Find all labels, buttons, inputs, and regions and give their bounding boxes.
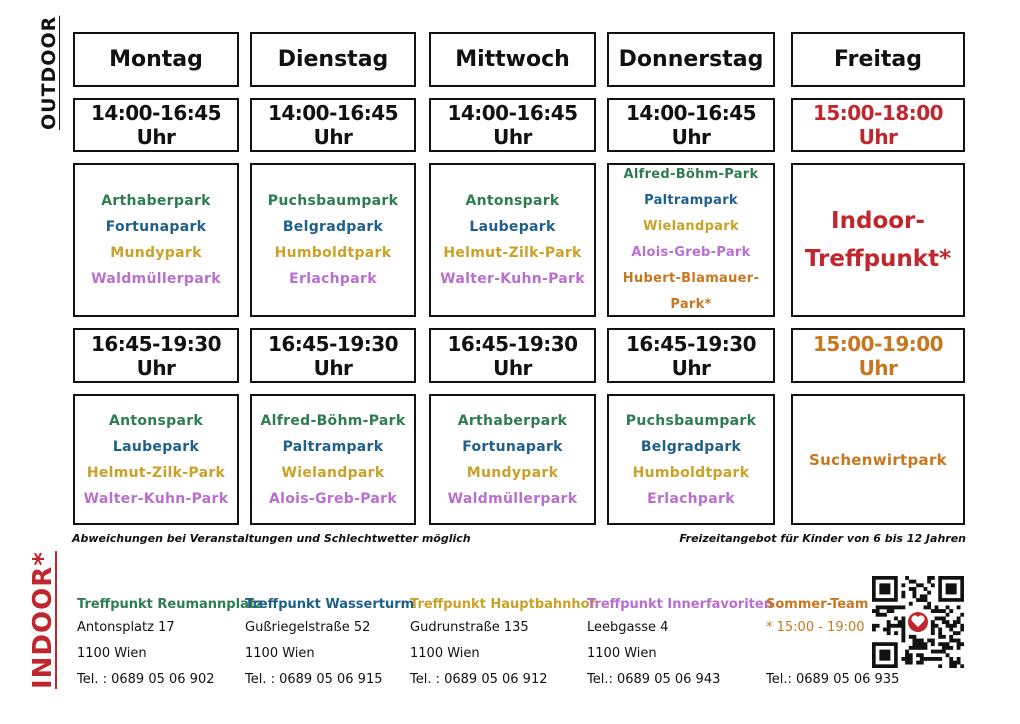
- park-name: Paltrampark: [282, 438, 384, 455]
- location-phone: Tel. : 0689 05 06 902: [77, 672, 215, 687]
- day-header: Freitag: [791, 32, 965, 87]
- park-name: Wielandpark: [281, 464, 385, 481]
- location-phone: Tel.: 0689 05 06 935: [766, 672, 900, 687]
- park-name: Humboldtpark: [274, 245, 392, 261]
- park-name: Humboldtpark: [632, 464, 750, 481]
- location-city: 1100 Wien: [77, 646, 147, 661]
- note-age: Freizeitangebot für Kinder von 6 bis 12 Jahren: [679, 532, 966, 545]
- location-title: Sommer-Team: [766, 597, 869, 612]
- park-name: Mundypark: [466, 464, 559, 481]
- park-name: Alfred-Böhm-Park: [623, 167, 759, 182]
- location-address: Gußriegelstraße 52: [245, 620, 371, 635]
- park-name: Puchsbaumpark: [267, 193, 399, 209]
- time-slot-2: 16:45-19:30 Uhr: [73, 328, 239, 383]
- park-name: Fortunapark: [462, 438, 563, 455]
- location-block: [410, 595, 595, 693]
- indoor-meetpoint-text: Indoor-: [831, 208, 925, 234]
- park-name: Wielandpark: [643, 219, 739, 234]
- location-address: Antonsplatz 17: [77, 620, 175, 635]
- day-header: Mittwoch: [429, 32, 596, 87]
- time-slot-1: 14:00-16:45 Uhr: [250, 98, 416, 152]
- park-list: [250, 394, 416, 525]
- note-weather: Abweichungen bei Veranstaltungen und Schlechtwetter möglich: [72, 532, 471, 545]
- park-name: Belgradpark: [282, 219, 384, 235]
- park-list: [429, 163, 596, 317]
- location-block: [587, 595, 773, 693]
- location-title: Treffpunkt Reumannplatz: [77, 597, 263, 612]
- park-name: Hubert-Blamauer-Park*: [622, 271, 760, 312]
- time-slot-1: 14:00-16:45 Uhr: [429, 98, 596, 152]
- day-header: Dienstag: [250, 32, 416, 87]
- time-slot-2: 16:45-19:30 Uhr: [250, 328, 416, 383]
- park-name: Suchenwirtpark: [809, 450, 947, 469]
- indoor-meetpoint-cell: [791, 163, 965, 317]
- location-city: 1100 Wien: [587, 646, 657, 661]
- location-city: 1100 Wien: [245, 646, 315, 661]
- location-address: * 15:00 - 19:00: [766, 620, 865, 635]
- time-slot-1: 15:00-18:00 Uhr: [791, 98, 965, 152]
- park-name: Alfred-Böhm-Park: [260, 412, 406, 429]
- park-name: Erlachpark: [647, 490, 735, 507]
- park-name: Waldmüllerpark: [447, 490, 578, 507]
- location-title: Treffpunkt Hauptbahnhof: [410, 597, 596, 612]
- park-name: Walter-Kuhn-Park: [83, 490, 229, 507]
- park-name: Waldmüllerpark: [91, 271, 221, 287]
- park-name: Arthaberpark: [101, 193, 211, 209]
- park-list: [73, 163, 239, 317]
- park-name: Alois-Greb-Park: [631, 245, 751, 260]
- qr-code-icon: [872, 576, 964, 668]
- location-phone: Tel. : 0689 05 06 915: [245, 672, 383, 687]
- location-block: [77, 595, 263, 693]
- park-name: Erlachpark: [289, 271, 377, 287]
- park-list: [429, 394, 596, 525]
- indoor-meetpoint-text: Treffpunkt*: [804, 246, 952, 272]
- indoor-label: INDOOR*: [28, 551, 58, 689]
- outdoor-label: OUTDOOR: [38, 15, 60, 130]
- park-list: [250, 163, 416, 317]
- park-list: [607, 163, 775, 317]
- park-name: Belgradpark: [640, 438, 742, 455]
- park-name: Helmut-Zilk-Park: [86, 464, 226, 481]
- location-block: [245, 595, 414, 693]
- time-slot-2: 16:45-19:30 Uhr: [429, 328, 596, 383]
- time-slot-2: 15:00-19:00 Uhr: [791, 328, 965, 383]
- time-slot-1: 14:00-16:45 Uhr: [607, 98, 775, 152]
- park-name: Arthaberpark: [457, 412, 568, 429]
- park-name: Walter-Kuhn-Park: [440, 271, 585, 287]
- park-list: [607, 394, 775, 525]
- time-slot-2: 16:45-19:30 Uhr: [607, 328, 775, 383]
- day-header: Montag: [73, 32, 239, 87]
- location-phone: Tel. : 0689 05 06 912: [410, 672, 548, 687]
- location-title: Treffpunkt Wasserturm: [245, 597, 415, 612]
- day-header: Donnerstag: [607, 32, 775, 87]
- location-address: Leebgasse 4: [587, 620, 669, 635]
- park-list: [791, 394, 965, 525]
- location-title: Treffpunkt Innerfavoriten: [587, 597, 773, 612]
- park-name: Puchsbaumpark: [625, 412, 757, 429]
- park-name: Laubepark: [469, 219, 556, 235]
- park-name: Antonspark: [108, 412, 204, 429]
- park-name: Helmut-Zilk-Park: [443, 245, 582, 261]
- park-name: Mundypark: [110, 245, 202, 261]
- park-name: Paltrampark: [644, 193, 738, 208]
- location-address: Gudrunstraße 135: [410, 620, 529, 635]
- location-phone: Tel.: 0689 05 06 943: [587, 672, 721, 687]
- park-name: Alois-Greb-Park: [269, 490, 397, 507]
- park-name: Laubepark: [112, 438, 200, 455]
- time-slot-1: 14:00-16:45 Uhr: [73, 98, 239, 152]
- park-name: Antonspark: [465, 193, 560, 209]
- park-list: [73, 394, 239, 525]
- park-name: Fortunapark: [105, 219, 207, 235]
- location-city: 1100 Wien: [410, 646, 480, 661]
